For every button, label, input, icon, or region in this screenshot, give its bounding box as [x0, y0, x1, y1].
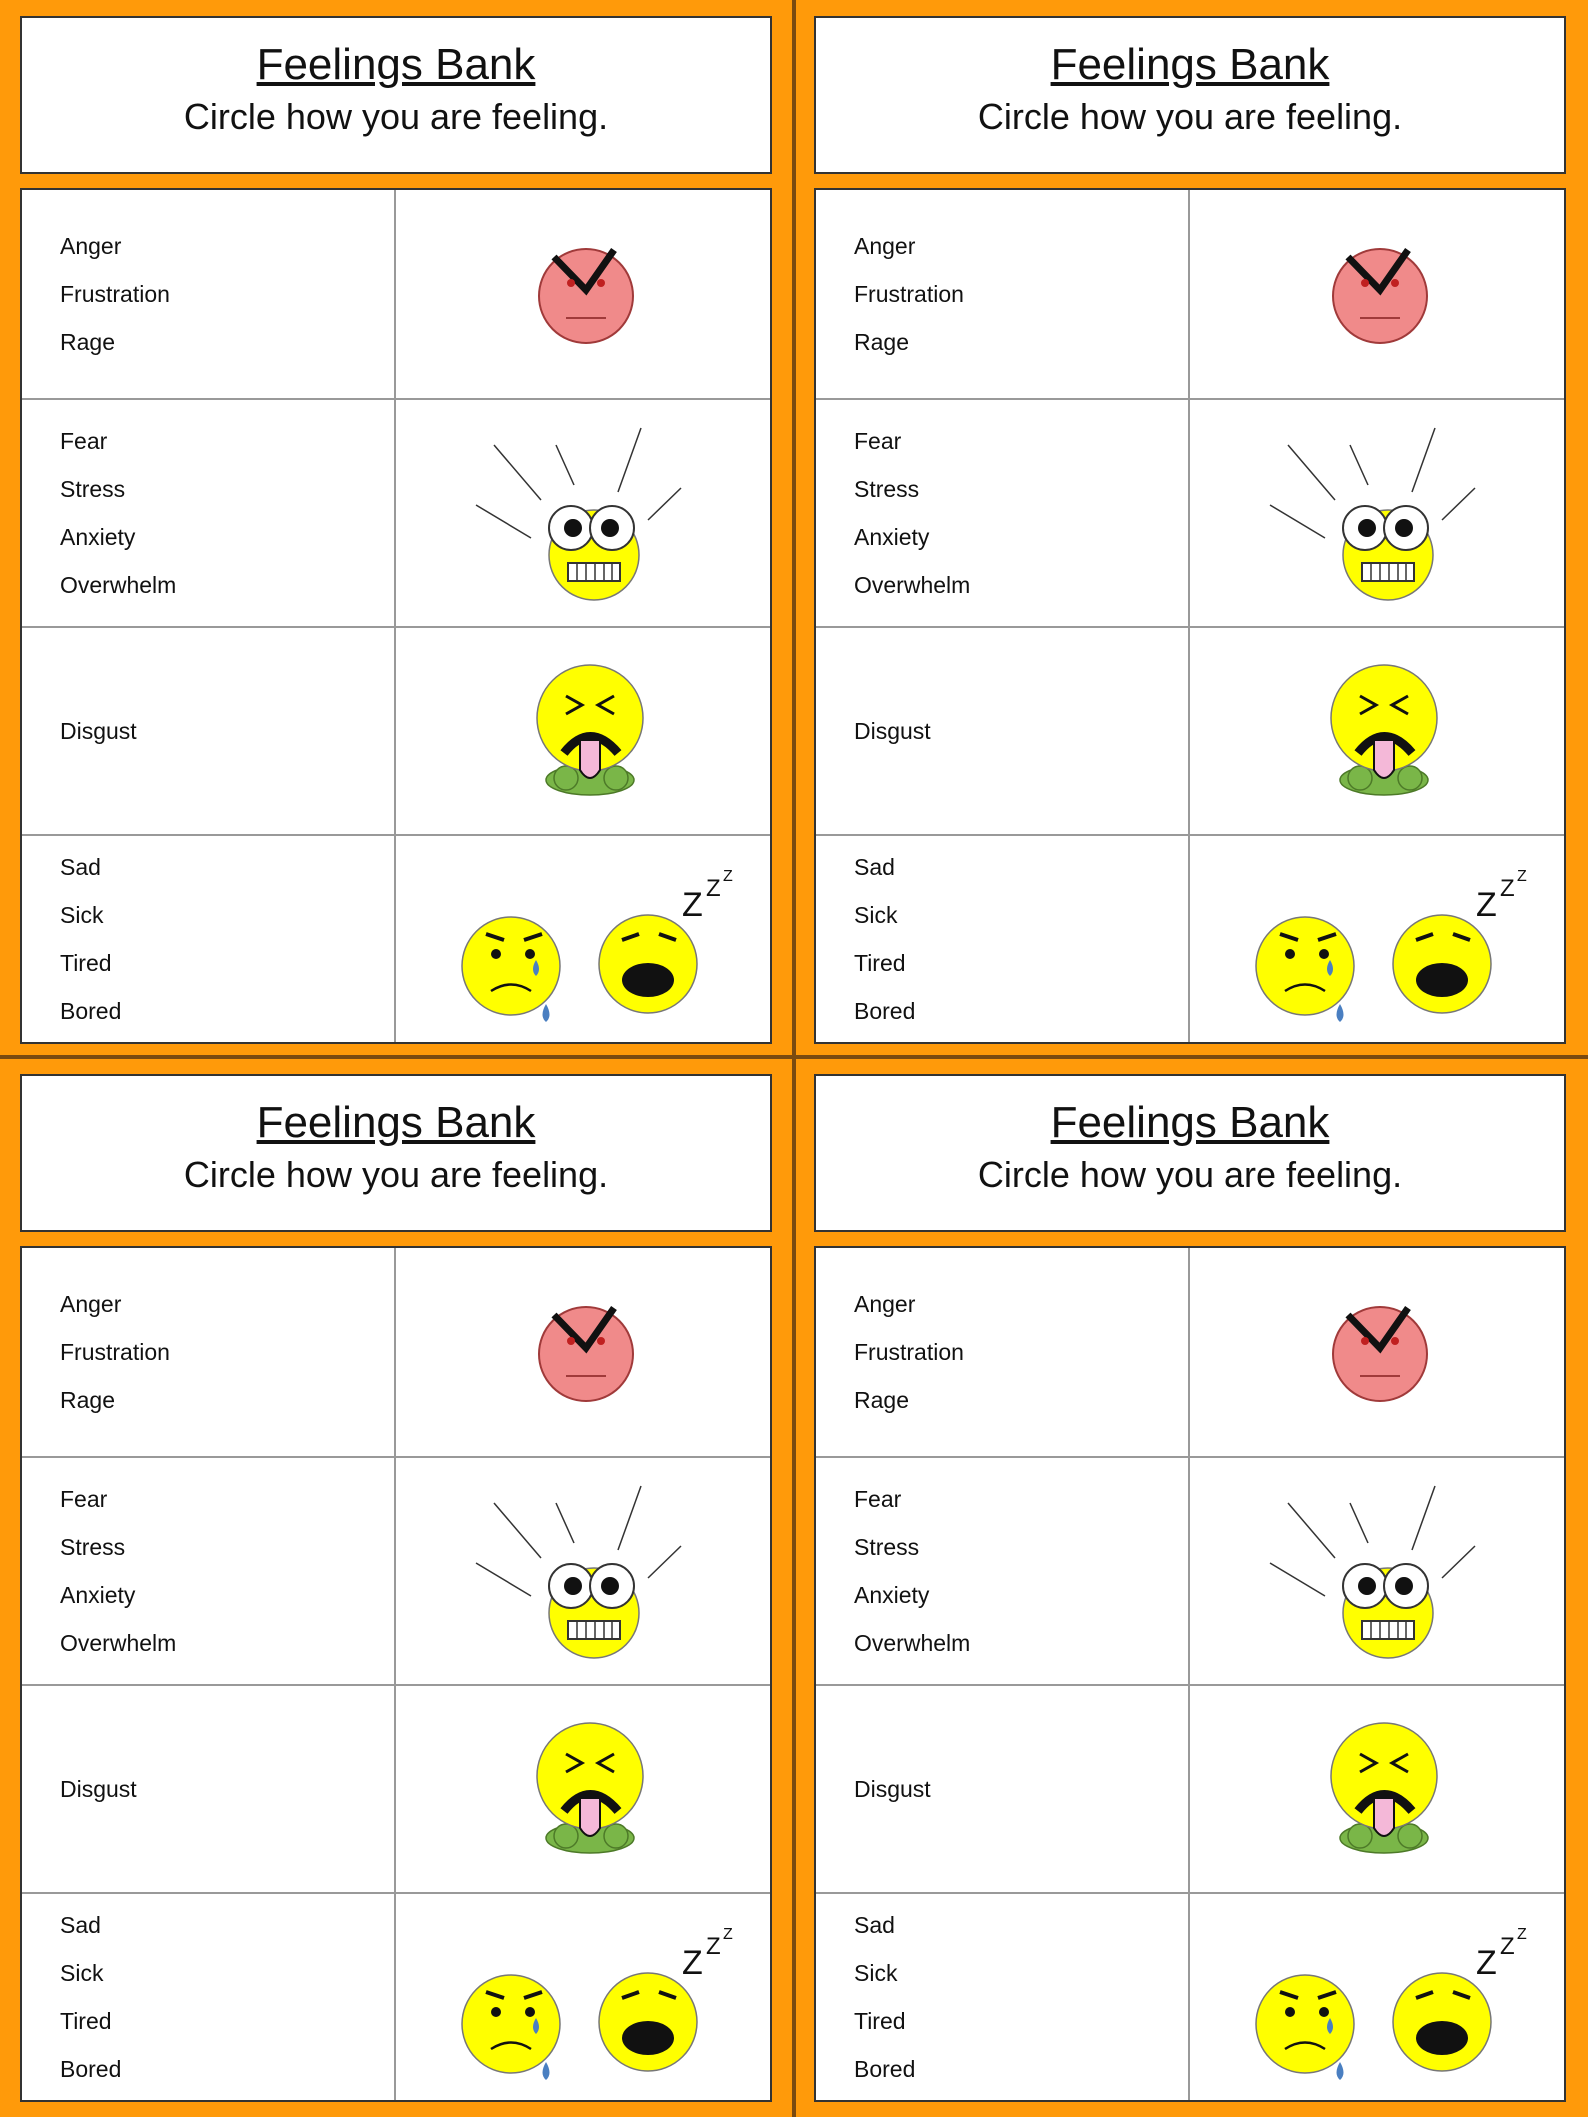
feeling-word: Overwhelm: [60, 1630, 177, 1656]
feeling-word: Stress: [60, 476, 126, 502]
angry-face-icon[interactable]: [396, 190, 770, 398]
feeling-word: Anxiety: [854, 524, 930, 550]
feeling-row-sad[interactable]: [816, 834, 1564, 1042]
feeling-word: Disgust: [854, 718, 931, 744]
feeling-word: Stress: [854, 1534, 920, 1560]
disgusted-face-icon[interactable]: [1190, 628, 1564, 834]
scared-face-icon[interactable]: [1190, 400, 1564, 626]
feeling-row-disgust[interactable]: [22, 1684, 770, 1892]
card-title: Feelings Bank: [1050, 1098, 1330, 1147]
feeling-word: Tired: [854, 950, 906, 976]
crying-and-sleepy-faces-icon[interactable]: [1190, 836, 1564, 1042]
card-subtitle: Circle how you are feeling.: [183, 1154, 609, 1195]
feeling-word: Frustration: [60, 281, 170, 307]
feeling-word: Rage: [854, 1387, 909, 1413]
feeling-word: Sick: [854, 1960, 898, 1986]
sleep-z-small: Z: [1517, 868, 1527, 885]
feeling-word: Anxiety: [60, 524, 136, 550]
feeling-word: Rage: [60, 1387, 115, 1413]
sleep-z-small: Z: [1517, 1926, 1527, 1943]
sleep-z-large: Z: [1476, 886, 1497, 924]
feeling-row-disgust[interactable]: [816, 1684, 1564, 1892]
feeling-word: Anger: [854, 1291, 916, 1317]
card-header: [20, 1074, 772, 1232]
feeling-word: Fear: [854, 428, 902, 454]
feeling-word: Sad: [60, 1912, 101, 1938]
feeling-words: [22, 1248, 396, 1456]
feeling-word: Sick: [60, 1960, 104, 1986]
sleep-z-medium: Z: [1500, 875, 1515, 902]
feeling-words: [816, 190, 1190, 398]
sleep-z-small: Z: [723, 868, 733, 885]
feeling-word: Bored: [60, 2056, 122, 2082]
feeling-word: Bored: [854, 998, 916, 1024]
scared-face-icon[interactable]: [1190, 1458, 1564, 1684]
feeling-word: Tired: [854, 2008, 906, 2034]
feeling-word: Bored: [854, 2056, 916, 2082]
feeling-row-fear[interactable]: [816, 1456, 1564, 1684]
card-subtitle: Circle how you are feeling.: [183, 96, 609, 137]
disgusted-face-icon[interactable]: [396, 1686, 770, 1892]
feeling-word: Frustration: [60, 1339, 170, 1365]
feeling-words: [816, 400, 1190, 626]
scared-face-icon[interactable]: [396, 1458, 770, 1684]
feeling-word: Disgust: [60, 718, 137, 744]
card-title: Feelings Bank: [256, 1098, 536, 1147]
feeling-word: Fear: [854, 1486, 902, 1512]
feeling-words: [816, 1458, 1190, 1684]
feeling-words: [816, 836, 1190, 1042]
feeling-word: Overwhelm: [854, 572, 971, 598]
crying-and-sleepy-faces-icon[interactable]: [1190, 1894, 1564, 2100]
card-header: [814, 16, 1566, 174]
feeling-words: [816, 1894, 1190, 2100]
feeling-word: Tired: [60, 950, 112, 976]
feeling-row-sad[interactable]: [22, 1892, 770, 2100]
feeling-word: Anger: [854, 233, 916, 259]
feeling-words: [22, 190, 396, 398]
sleep-z-medium: Z: [706, 875, 721, 902]
feelings-table: [814, 188, 1566, 1044]
feeling-word: Sad: [854, 1912, 895, 1938]
feeling-row-disgust[interactable]: [816, 626, 1564, 834]
feeling-word: Anxiety: [854, 1582, 930, 1608]
feeling-word: Frustration: [854, 1339, 964, 1365]
feeling-word: Stress: [854, 476, 920, 502]
feeling-word: Rage: [854, 329, 909, 355]
feelings-table: [20, 1246, 772, 2102]
sleep-z-large: Z: [682, 886, 703, 924]
disgusted-face-icon[interactable]: [1190, 1686, 1564, 1892]
crying-and-sleepy-faces-icon[interactable]: [396, 1894, 770, 2100]
horizontal-cut-line: [0, 1055, 1588, 1059]
feeling-word: Anger: [60, 233, 122, 259]
feeling-words: [22, 1458, 396, 1684]
feeling-row-anger[interactable]: [816, 1248, 1564, 1456]
feeling-word: Stress: [60, 1534, 126, 1560]
sleep-z-large: Z: [1476, 1944, 1497, 1982]
feeling-row-anger[interactable]: [816, 190, 1564, 398]
feelings-table: [814, 1246, 1566, 2102]
feeling-row-fear[interactable]: [816, 398, 1564, 626]
feeling-word: Rage: [60, 329, 115, 355]
sleep-z-medium: Z: [706, 1933, 721, 1960]
angry-face-icon[interactable]: [396, 1248, 770, 1456]
feeling-row-fear[interactable]: [22, 398, 770, 626]
card-subtitle: Circle how you are feeling.: [977, 96, 1403, 137]
feeling-word: Bored: [60, 998, 122, 1024]
card-title: Feelings Bank: [256, 40, 536, 89]
feelings-table: [20, 188, 772, 1044]
feeling-word: Sad: [60, 854, 101, 880]
feeling-word: Disgust: [854, 1776, 931, 1802]
feeling-row-sad[interactable]: [816, 1892, 1564, 2100]
feeling-word: Fear: [60, 1486, 108, 1512]
feeling-word: Sad: [854, 854, 895, 880]
feeling-word: Sick: [854, 902, 898, 928]
card-header: [20, 16, 772, 174]
feeling-row-anger[interactable]: [22, 1248, 770, 1456]
feeling-row-disgust[interactable]: [22, 626, 770, 834]
feeling-row-fear[interactable]: [22, 1456, 770, 1684]
card-subtitle: Circle how you are feeling.: [977, 1154, 1403, 1195]
angry-face-icon[interactable]: [1190, 190, 1564, 398]
disgusted-face-icon[interactable]: [396, 628, 770, 834]
sleep-z-large: Z: [682, 1944, 703, 1982]
feeling-word: Sick: [60, 902, 104, 928]
feeling-word: Disgust: [60, 1776, 137, 1802]
feeling-words: [22, 1894, 396, 2100]
sleep-z-medium: Z: [1500, 1933, 1515, 1960]
feeling-words: [816, 628, 1190, 834]
crying-and-sleepy-faces-icon[interactable]: [396, 836, 770, 1042]
feeling-words: [22, 1686, 396, 1892]
card-header: [814, 1074, 1566, 1232]
card-title: Feelings Bank: [1050, 40, 1330, 89]
feeling-words: [22, 628, 396, 834]
sleep-z-small: Z: [723, 1926, 733, 1943]
feeling-word: Tired: [60, 2008, 112, 2034]
feeling-word: Overwhelm: [60, 572, 177, 598]
feeling-word: Anger: [60, 1291, 122, 1317]
scared-face-icon[interactable]: [396, 400, 770, 626]
feeling-word: Overwhelm: [854, 1630, 971, 1656]
feeling-word: Anxiety: [60, 1582, 136, 1608]
feeling-word: Frustration: [854, 281, 964, 307]
feeling-words: [816, 1248, 1190, 1456]
angry-face-icon[interactable]: [1190, 1248, 1564, 1456]
feeling-words: [816, 1686, 1190, 1892]
feeling-row-sad[interactable]: [22, 834, 770, 1042]
feeling-words: [22, 836, 396, 1042]
feeling-words: [22, 400, 396, 626]
feeling-row-anger[interactable]: [22, 190, 770, 398]
feeling-word: Fear: [60, 428, 108, 454]
